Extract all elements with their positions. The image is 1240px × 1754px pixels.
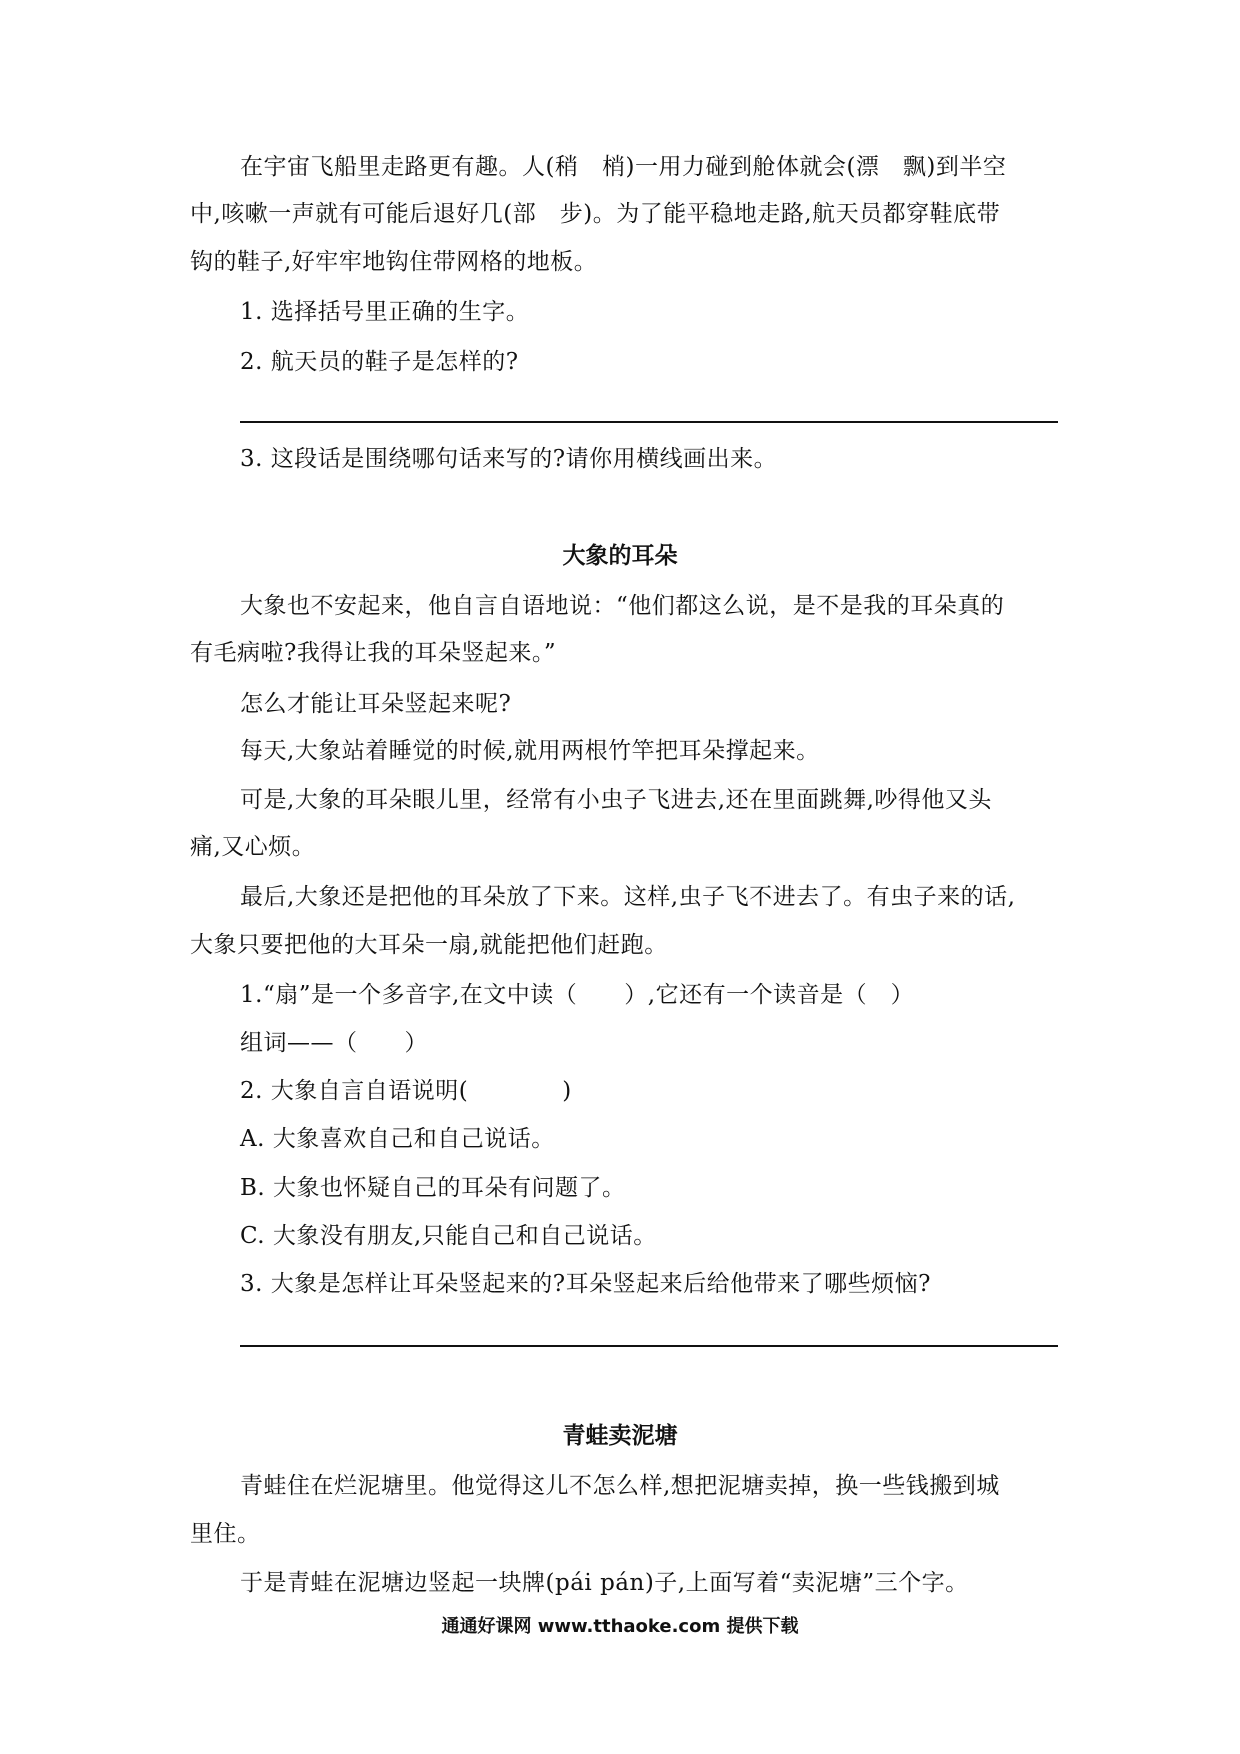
s2-option-c: C. 大象没有朋友,只能自己和自己说话。 xyxy=(240,1223,657,1249)
s1-para1-line3: 钩的鞋子,好牢牢地钩住带网格的地板。 xyxy=(190,249,598,275)
s2-para1-line2: 有毛病啦?我得让我的耳朵竖起来。” xyxy=(190,640,557,666)
s2-answer-line xyxy=(240,1345,1058,1347)
s2-para3: 每天,大象站着睡觉的时候,就用两根竹竿把耳朵撑起来。 xyxy=(240,738,820,764)
s3-para1-line2: 里住。 xyxy=(190,1521,261,1547)
s2-option-b: B. 大象也怀疑自己的耳朵有问题了。 xyxy=(240,1175,626,1201)
s2-para4-line1: 可是,大象的耳朵眼儿里，经常有小虫子飞进去,还在里面跳舞,吵得他又头 xyxy=(240,787,992,813)
s2-option-a: A. 大象喜欢自己和自己说话。 xyxy=(240,1126,555,1152)
s2-question-2: 2. 大象自言自语说明( ) xyxy=(240,1078,572,1104)
s2-para1-line1: 大象也不安起来，他自言自语地说：“他们都这么说，是不是我的耳朵真的 xyxy=(240,593,1005,619)
s1-para1-line2: 中,咳嗽一声就有可能后退好几(部 步)。为了能平稳地走路,航天员都穿鞋底带 xyxy=(190,201,1001,227)
s2-para5-line2: 大象只要把他的大耳朵一扇,就能把他们赶跑。 xyxy=(190,932,668,958)
s2-para2: 怎么才能让耳朵竖起来呢? xyxy=(240,691,512,717)
s2-para4-line2: 痛,又心烦。 xyxy=(190,834,316,860)
s2-question-1: 1.“扇”是一个多音字,在文中读（ ）,它还有一个读音是（ ） xyxy=(240,982,915,1008)
footer-watermark: 通通好课网 www.tthaoke.com 提供下载 xyxy=(441,1616,799,1637)
s2-para5-line1: 最后,大象还是把他的耳朵放了下来。这样,虫子飞不进去了。有虫子来的话, xyxy=(240,884,1016,910)
s2-title: 大象的耳朵 xyxy=(562,543,678,569)
s3-para1-line1: 青蛙住在烂泥塘里。他觉得这儿不怎么样,想把泥塘卖掉，换一些钱搬到城 xyxy=(240,1473,1000,1499)
s3-title: 青蛙卖泥塘 xyxy=(562,1423,678,1449)
s2-question-3: 3. 大象是怎样让耳朵竖起来的?耳朵竖起来后给他带来了哪些烦恼? xyxy=(240,1271,931,1297)
s1-question-1: 1. 选择括号里正确的生字。 xyxy=(240,299,530,325)
s1-question-3: 3. 这段话是围绕哪句话来写的?请你用横线画出来。 xyxy=(240,446,778,472)
s3-para2: 于是青蛙在泥塘边竖起一块牌(pái pán)子,上面写着“卖泥塘”三个字。 xyxy=(240,1570,969,1596)
s1-question-2: 2. 航天员的鞋子是怎样的? xyxy=(240,349,519,375)
s1-para1-line1: 在宇宙飞船里走路更有趣。人(稍 梢)一用力碰到舱体就会(漂 飘)到半空 xyxy=(240,154,1007,180)
s2-question-1-word: 组词——（ ） xyxy=(240,1030,428,1056)
s1-answer-line xyxy=(240,421,1058,423)
